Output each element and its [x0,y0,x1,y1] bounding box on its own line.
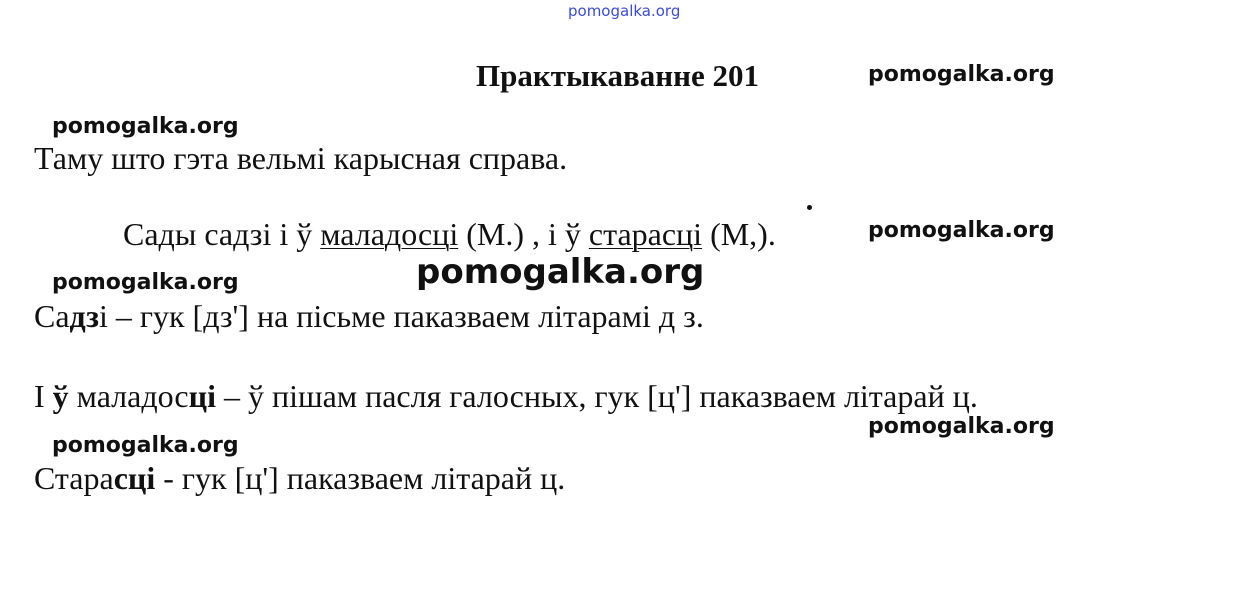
bold-letters: дз [69,298,99,334]
bold-letters: ці [188,378,216,414]
top-watermark: pomogalka.org [568,2,681,20]
analysis-text: – ў пішам пасля галосных, гук [ц'] паказваем літарай ц. [215,378,978,414]
underlined-word: старасці [588,216,703,252]
bold-letters: ў [52,378,69,414]
proverb-line [123,216,776,253]
watermark: pomogalka.org [52,270,239,295]
answer-line-1 [34,140,567,177]
analysis-text: і – гук [дз'] на пісьме паказваем літарамі д з. [98,298,704,334]
underlined-word: маладосці [320,216,459,252]
analysis-line-2 [34,378,978,415]
proverb-text: (М.) , і ў [458,216,589,252]
bold-letters: сці [113,460,156,496]
analysis-line-3 [34,460,565,497]
watermark: pomogalka.org [868,62,1055,87]
answer-text: Таму што гэта вельмі карысная справа. [34,140,568,176]
page-title: Практыкаванне 201 [476,58,760,93]
analysis-text: І [34,378,53,414]
proverb-text: (М,). [702,216,776,252]
watermark: pomogalka.org [52,114,239,139]
analysis-text: Са [34,298,70,334]
analysis-text: Стара [34,460,114,496]
analysis-text: маладос [68,378,189,414]
watermark-large: pomogalka.org [416,252,705,292]
watermark: pomogalka.org [868,414,1055,439]
dot-mark [807,205,812,210]
proverb-text: Сады садзі і ў [123,216,321,252]
analysis-text: - гук [ц'] паказваем літарай ц. [155,460,566,496]
watermark: pomogalka.org [868,218,1055,243]
analysis-line-1 [34,298,704,335]
watermark: pomogalka.org [52,433,239,458]
